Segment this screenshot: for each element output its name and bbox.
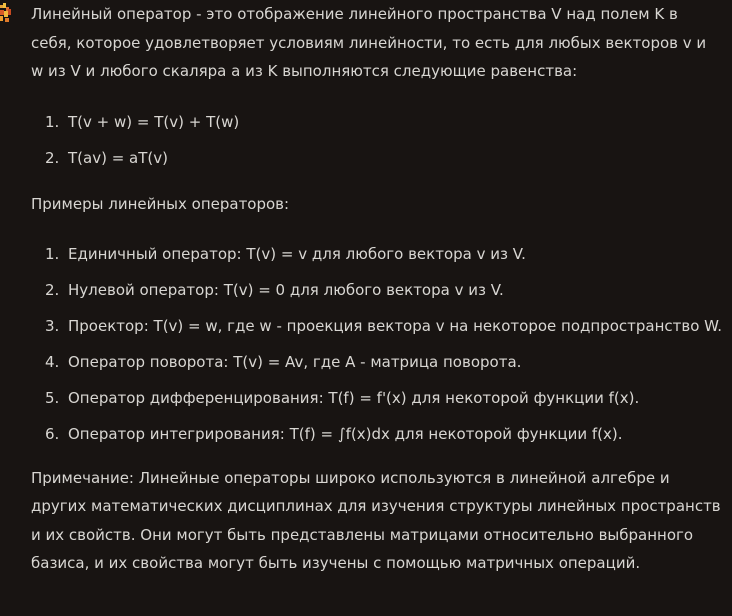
list-item-number: 5.: [45, 388, 60, 407]
list-item: [31, 104, 723, 140]
note-paragraph: Примечание: Линейные операторы широко используются в линейной алгебре и других математических дисциплинах для изучения структуры линейных пространств и их свойств. Они могут быть представлены матрицами относительно выбранного базиса, и их свойства могут быть изучены с помощью матричных операций.: [31, 468, 721, 572]
list-item-text: T(av) = aT(v): [68, 148, 168, 167]
assistant-avatar-icon: [0, 3, 12, 23]
assistant-message: [31, 0, 723, 578]
list-item-number: 2.: [45, 148, 60, 167]
list-item-number: 2.: [45, 280, 60, 299]
list-item-number: 1.: [45, 112, 60, 131]
list-item-text: T(v + w) = T(v) + T(w): [68, 112, 240, 131]
list-item-text: Оператор поворота: T(v) = Av, где A - матрица поворота.: [68, 352, 522, 371]
list-item: [31, 236, 723, 272]
list-item-text: Единичный оператор: T(v) = v для любого вектора v из V.: [68, 244, 526, 263]
intro-paragraph: Линейный оператор - это отображение линейного пространства V над полем K в себя, которое удовлетворяет условиям линейности, то есть для любых векторов v и w из V и любого скаляра a из K выполняются следующие равенства:: [31, 5, 707, 80]
examples-list: [31, 236, 723, 452]
list-item-number: 6.: [45, 424, 60, 443]
list-item-number: 3.: [45, 316, 60, 335]
list-item: [31, 308, 723, 344]
list-item-text: Оператор интегрирования: T(f) = ∫f(x)dx для некоторой функции f(x).: [68, 424, 623, 443]
examples-heading: Примеры линейных операторов:: [31, 194, 290, 213]
list-item-text: Нулевой оператор: T(v) = 0 для любого вектора v из V.: [68, 280, 504, 299]
conditions-list: [31, 104, 723, 176]
list-item: [31, 140, 723, 176]
list-item: [31, 272, 723, 308]
list-item-number: 4.: [45, 352, 60, 371]
list-item-text: Проектор: T(v) = w, где w - проекция вектора v на некоторое подпространство W.: [68, 316, 723, 335]
list-item-number: 1.: [45, 244, 60, 263]
list-item: [31, 344, 723, 380]
list-item-text: Оператор дифференцирования: T(f) = f'(x) для некоторой функции f(x).: [68, 388, 640, 407]
list-item: [31, 416, 723, 452]
list-item: [31, 380, 723, 416]
